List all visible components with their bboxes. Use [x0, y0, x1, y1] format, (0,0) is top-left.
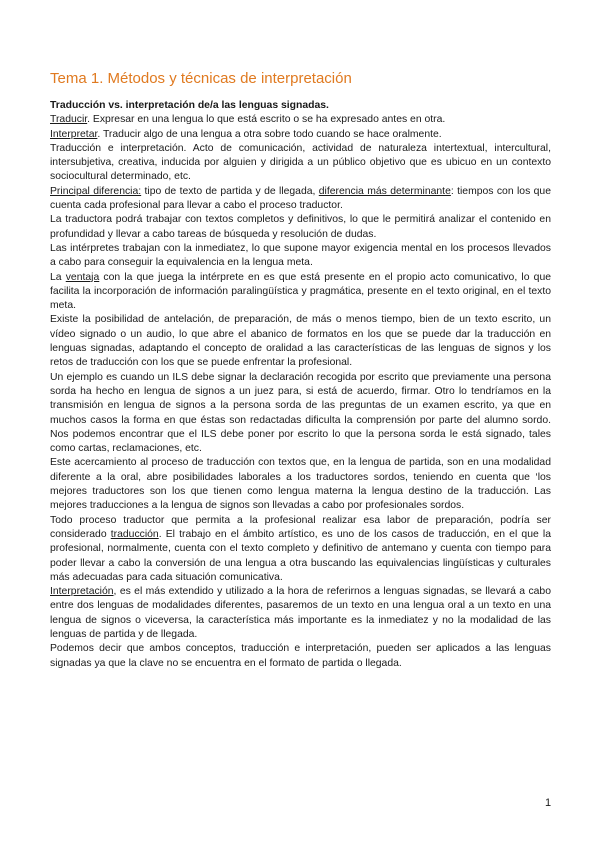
section-heading [50, 99, 551, 113]
paragraph-ventaja [50, 271, 551, 314]
paragraph-text: tipo de texto de partida y de llegada, [141, 185, 319, 197]
paragraph-interpretar [50, 128, 551, 142]
paragraph-text: . El trabajo en el ámbito artístico, es uno de los casos de traducción, en el que la profesional, normalmente, cuenta con el texto completo y definitivo de antemano y cuenta con tiempo para poder llevar a cabo la conversión de una lengua a otra buscando las equivalencias lingüísticas y culturales más adecuadas para cada situación comunicativa. [50, 528, 551, 583]
document-body [50, 99, 551, 671]
term-interpretacion: Interpretación [50, 586, 114, 598]
term-ventaja: ventaja [65, 271, 100, 283]
term-traducir: Traducir [50, 114, 88, 126]
section-heading-period: . [326, 100, 329, 111]
paragraph-text: , es el más extendido y utilizado a la hora de referirnos a lenguas signadas, se llevará a cabo entre dos lenguas de modalidades diferentes, pasaremos de un texto en una lengua oral a un texto en una lengua de signos o viceversa, la característica más importante es la inmediatez y no la modalidad de las lenguas de partida y de llegada. [50, 586, 551, 640]
paragraph-text: . Expresar en una lengua lo que está escrito o se ha expresado antes en otra. [87, 114, 446, 126]
paragraph-antelacion: Existe la posibilidad de antelación, de preparación, de más o menos tiempo, bien de un texto escrito, un vídeo signado o un audio, lo que abre el abanico de formatos en los que se puede dar la traducción en lenguas signadas, adaptando el concepto de oralidad a las características de las lenguas de signos y los retos de traducción con los que se puede enfrentar la profesional. [50, 314, 551, 369]
term-traduccion: traducción [110, 528, 159, 540]
page-number: 1 [545, 797, 552, 809]
paragraph-conclusion: Podemos decir que ambos conceptos, traducción e interpretación, pueden ser aplicados a las lenguas signadas ya que la clave no se encuentra en el formato de partida o llegada. [50, 643, 551, 669]
paragraph-traductora: La traductora podrá trabajar con textos completos y definitivos, lo que le permitirá analizar el contenido en profundidad y llevar a cabo tareas de búsqueda y resolución de dudas. [50, 214, 551, 240]
paragraph-traduccion [50, 514, 551, 585]
term-principal-diferencia: Principal diferencia: [50, 185, 142, 197]
paragraph-interpretes: Las intérpretes trabajan con la inmediatez, lo que supone mayor exigencia mental en los procesos llevados a cabo para conseguir la equivalencia en la lengua meta. [50, 242, 551, 269]
paragraph-traducir [50, 113, 551, 127]
paragraph-ejemplo: Un ejemplo es cuando un ILS debe signar la declaración recogida por escrito que previamente una persona sorda ha hecho en lengua de signos a un juez para, si está de acuerdo, firmar. Otro lo tendríamos en la transmisión en lengua de signos a la persona sorda de las preguntas de un examen escrito, ya que en muchos casos la forma en que éstas son redactadas dificulta la comprensión por parte del alumno sordo. Nos podemos encontrar que el ILS debe poner por escrito lo que la persona sorda le está signado, tales como cartas, reclamaciones, etc. [50, 371, 551, 455]
page-title: Tema 1. Métodos y técnicas de interpretación [50, 70, 352, 87]
paragraph-prefix: La [50, 271, 66, 283]
paragraph-text: : tiempos con los que cuenta cada profesional para llevar a cabo el proceso traductor. [50, 185, 551, 212]
paragraph-definition: Traducción e interpretación. Acto de comunicación, actividad de naturaleza intertextual, intercultural, intersubjetiva, creativa, inducida por alguien y dirigida a un público objetivo que es ubicuo en un contexto sociocultural determinado, etc. [50, 142, 551, 183]
paragraph-prefix: Todo proceso traductor que permita a la profesional realizar esa labor de preparación, podría ser considerado [50, 514, 551, 540]
paragraph-interpretacion [50, 585, 551, 642]
term-diferencia-determinante: diferencia más determinante [318, 185, 451, 197]
paragraph-principal-diferencia [50, 185, 551, 214]
paragraph-text: con la que juega la intérprete en es que está presente en el propio acto comunicativo, lo que facilita la incorporación de información paralingüística y pragmática, presente en el texto original, en el texto meta. [50, 271, 551, 312]
section-heading-text: Traducción vs. interpretación de/a las lenguas signadas [50, 100, 327, 111]
term-interpretar: Interpretar [50, 128, 98, 140]
paragraph-text: . Traducir algo de una lengua a otra sobre todo cuando se hace oralmente. [97, 128, 442, 140]
paragraph-acercamiento: Este acercamiento al proceso de traducción con textos que, en la lengua de partida, son en una modalidad diferente a la oral, abre posibilidades laborales a los traductores sordos, teniendo en cuenta que ‘los mejores traductores son los que tienen como lengua materna la lengua destino de la traducción. Las mejores traducciones a la lengua de signos son llevadas a cabo por profesionales sordos. [50, 457, 551, 512]
